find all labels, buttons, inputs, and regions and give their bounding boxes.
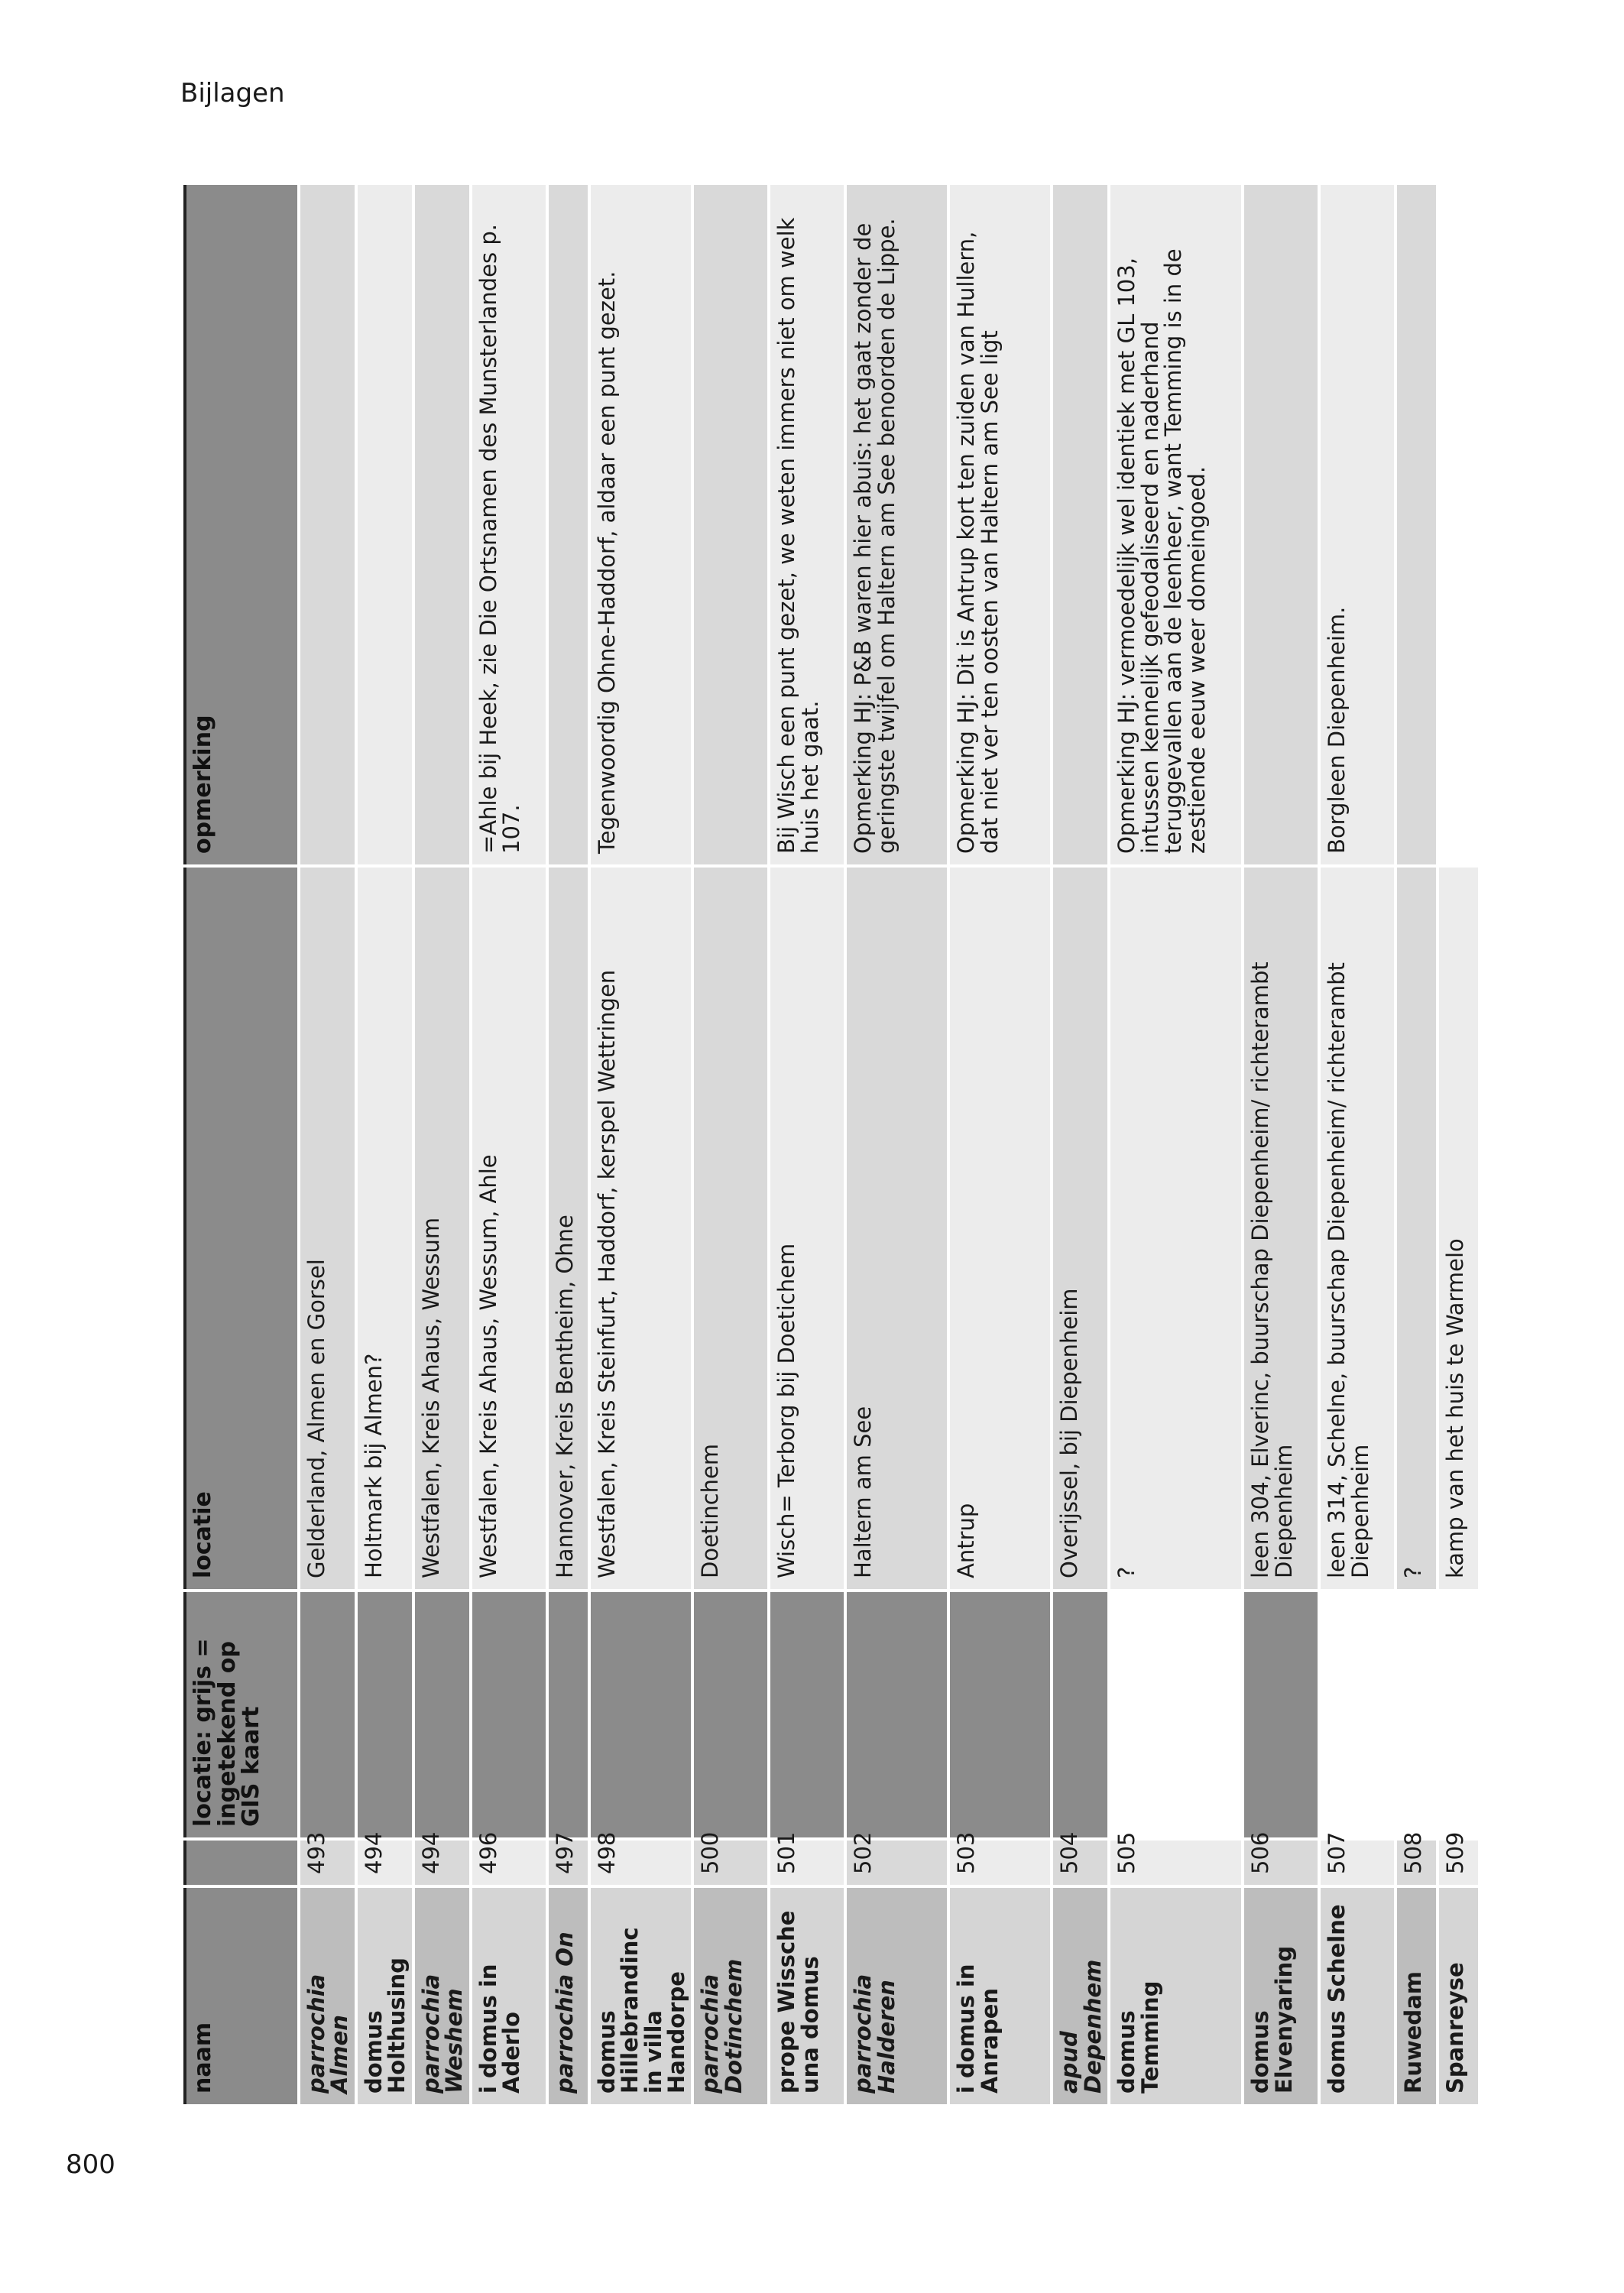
cell-opmerking: Bij Wisch een punt gezet, we weten immers niet om welk huis het gaat. (769, 183, 845, 866)
cell-naam: i domus in Aderlo (471, 1886, 547, 2104)
cell-opmerking: =Ahle bij Heek, zie Die Ortsnamen des Munsterlandes p. 107. (471, 183, 547, 866)
table-row (1319, 183, 1395, 2104)
table-row (299, 183, 356, 2104)
cell-nr: 509 (1438, 1839, 1480, 1886)
cell-opmerking (1395, 183, 1438, 866)
cell-naam: parrochia Dotinchem (692, 1886, 769, 2104)
header-nr (185, 1839, 299, 1886)
cell-locatie: ? (1395, 866, 1438, 1591)
cell-gis (471, 1591, 547, 1839)
cell-nr: 503 (948, 1839, 1052, 1886)
table-row (589, 183, 693, 2104)
cell-locatie: Antrup (948, 866, 1052, 1591)
cell-locatie: ? (1109, 866, 1243, 1591)
cell-locatie: Westfalen, Kreis Ahaus, Wessum (413, 866, 471, 1591)
table-row (356, 183, 413, 2104)
cell-locatie: Doetinchem (692, 866, 769, 1591)
header-opmerking: opmerking (185, 183, 299, 866)
table-row (1243, 183, 1319, 2104)
cell-naam: apud Depenhem (1052, 1886, 1109, 2104)
cell-naam: prope Wissche una domus (769, 1886, 845, 2104)
cell-naam: domus Schelne (1319, 1886, 1395, 2104)
table-row (1438, 183, 1480, 2104)
cell-gis (356, 1591, 413, 1839)
cell-naam: parrochia Almen (299, 1886, 356, 2104)
cell-gis (299, 1591, 356, 1839)
cell-nr: 506 (1243, 1839, 1319, 1886)
cell-opmerking (413, 183, 471, 866)
table-row (471, 183, 547, 2104)
cell-gis (769, 1591, 845, 1839)
cell-nr: 496 (471, 1839, 547, 1886)
header-naam: naam (185, 1886, 299, 2104)
cell-locatie: Westfalen, Kreis Ahaus, Wessum, Ahle (471, 866, 547, 1591)
page-header: Bijlagen (180, 78, 285, 109)
cell-gis (845, 1591, 948, 1839)
cell-gis (1243, 1591, 1319, 1839)
locations-table (183, 182, 1481, 2104)
cell-gis (692, 1591, 769, 1839)
cell-gis (1052, 1591, 1109, 1839)
header-gis: locatie: grijs = ingetekend op GIS kaart (185, 1591, 299, 1839)
cell-locatie: kamp van het huis te Warmelo (1438, 866, 1480, 1591)
cell-naam: parrochia Weshem (413, 1886, 471, 2104)
cell-gis (589, 1591, 693, 1839)
cell-nr: 494 (356, 1839, 413, 1886)
cell-nr: 505 (1109, 1839, 1243, 1886)
cell-naam: i domus in Anrapen (948, 1886, 1052, 2104)
rotated-table-frame (183, 183, 1469, 2104)
cell-opmerking (1438, 183, 1480, 866)
table-row (1052, 183, 1109, 2104)
cell-opmerking (692, 183, 769, 866)
cell-opmerking: Tegenwoordig Ohne-Haddorf, aldaar een punt gezet. (589, 183, 693, 866)
cell-opmerking: Opmerking HJ: P&B waren hier abuis: het gaat zonder de geringste twijfel om Haltern am See benoorden de Lippe. (845, 183, 948, 866)
cell-gis (547, 1591, 589, 1839)
cell-naam: domus Elvenyaring (1243, 1886, 1319, 2104)
cell-opmerking (1243, 183, 1319, 866)
cell-naam: parrochia Halderen (845, 1886, 948, 2104)
cell-locatie: leen 304, Elverinc, buurschap Diepenheim/ richterambt Diepenheim (1243, 866, 1319, 1591)
cell-nr: 502 (845, 1839, 948, 1886)
cell-naam: parrochia On (547, 1886, 589, 2104)
table-row (1395, 183, 1438, 2104)
cell-naam: Spanreyse (1438, 1886, 1480, 2104)
table-row (1109, 183, 1243, 2104)
cell-gis (1395, 1591, 1438, 1839)
cell-gis (1438, 1591, 1480, 1839)
table-row (769, 183, 845, 2104)
cell-naam: domus Temming (1109, 1886, 1243, 2104)
table-row (845, 183, 948, 2104)
cell-opmerking (1052, 183, 1109, 866)
table-row (948, 183, 1052, 2104)
cell-nr: 504 (1052, 1839, 1109, 1886)
cell-locatie: Wisch= Terborg bij Doetichem (769, 866, 845, 1591)
cell-gis (413, 1591, 471, 1839)
cell-gis (1109, 1591, 1243, 1839)
page-number: 800 (66, 2149, 115, 2180)
cell-gis (1319, 1591, 1395, 1839)
cell-nr: 507 (1319, 1839, 1395, 1886)
table-header-row (185, 183, 299, 2104)
cell-opmerking (547, 183, 589, 866)
table-row (692, 183, 769, 2104)
cell-nr: 498 (589, 1839, 693, 1886)
cell-locatie: Westfalen, Kreis Steinfurt, Haddorf, kerspel Wettringen (589, 866, 693, 1591)
header-locatie: locatie (185, 866, 299, 1591)
cell-naam: domus Hillebrandinc in villa Handorpe (589, 1886, 693, 2104)
cell-locatie: Holtmark bij Almen? (356, 866, 413, 1591)
cell-locatie: Overijssel, bij Diepenheim (1052, 866, 1109, 1591)
cell-opmerking (356, 183, 413, 866)
cell-opmerking (299, 183, 356, 866)
cell-nr: 494 (413, 1839, 471, 1886)
cell-locatie: Hannover, Kreis Bentheim, Ohne (547, 866, 589, 1591)
cell-nr: 501 (769, 1839, 845, 1886)
cell-opmerking: Borgleen Diepenheim. (1319, 183, 1395, 866)
cell-nr: 500 (692, 1839, 769, 1886)
cell-nr: 493 (299, 1839, 356, 1886)
cell-nr: 508 (1395, 1839, 1438, 1886)
cell-gis (948, 1591, 1052, 1839)
cell-opmerking: Opmerking HJ: vermoedelijk wel identiek met GL 103, intussen kennelijk gefeodaliseerd en naderhand teruggevallen aan de leenheer, want Temming is in de zestiende eeuw weer domeingoed. (1109, 183, 1243, 866)
table-row (413, 183, 471, 2104)
cell-opmerking: Opmerking HJ: Dit is Antrup kort ten zuiden van Hullern, dat niet ver ten oosten van Haltern am See ligt (948, 183, 1052, 866)
cell-locatie: leen 314, Schelne, buurschap Diepenheim/ richterambt Diepenheim (1319, 866, 1395, 1591)
cell-locatie: Haltern am See (845, 866, 948, 1591)
table-row (547, 183, 589, 2104)
cell-naam: domus Holthusing (356, 1886, 413, 2104)
cell-locatie: Gelderland, Almen en Gorsel (299, 866, 356, 1591)
cell-naam: Ruwedam (1395, 1886, 1438, 2104)
cell-nr: 497 (547, 1839, 589, 1886)
